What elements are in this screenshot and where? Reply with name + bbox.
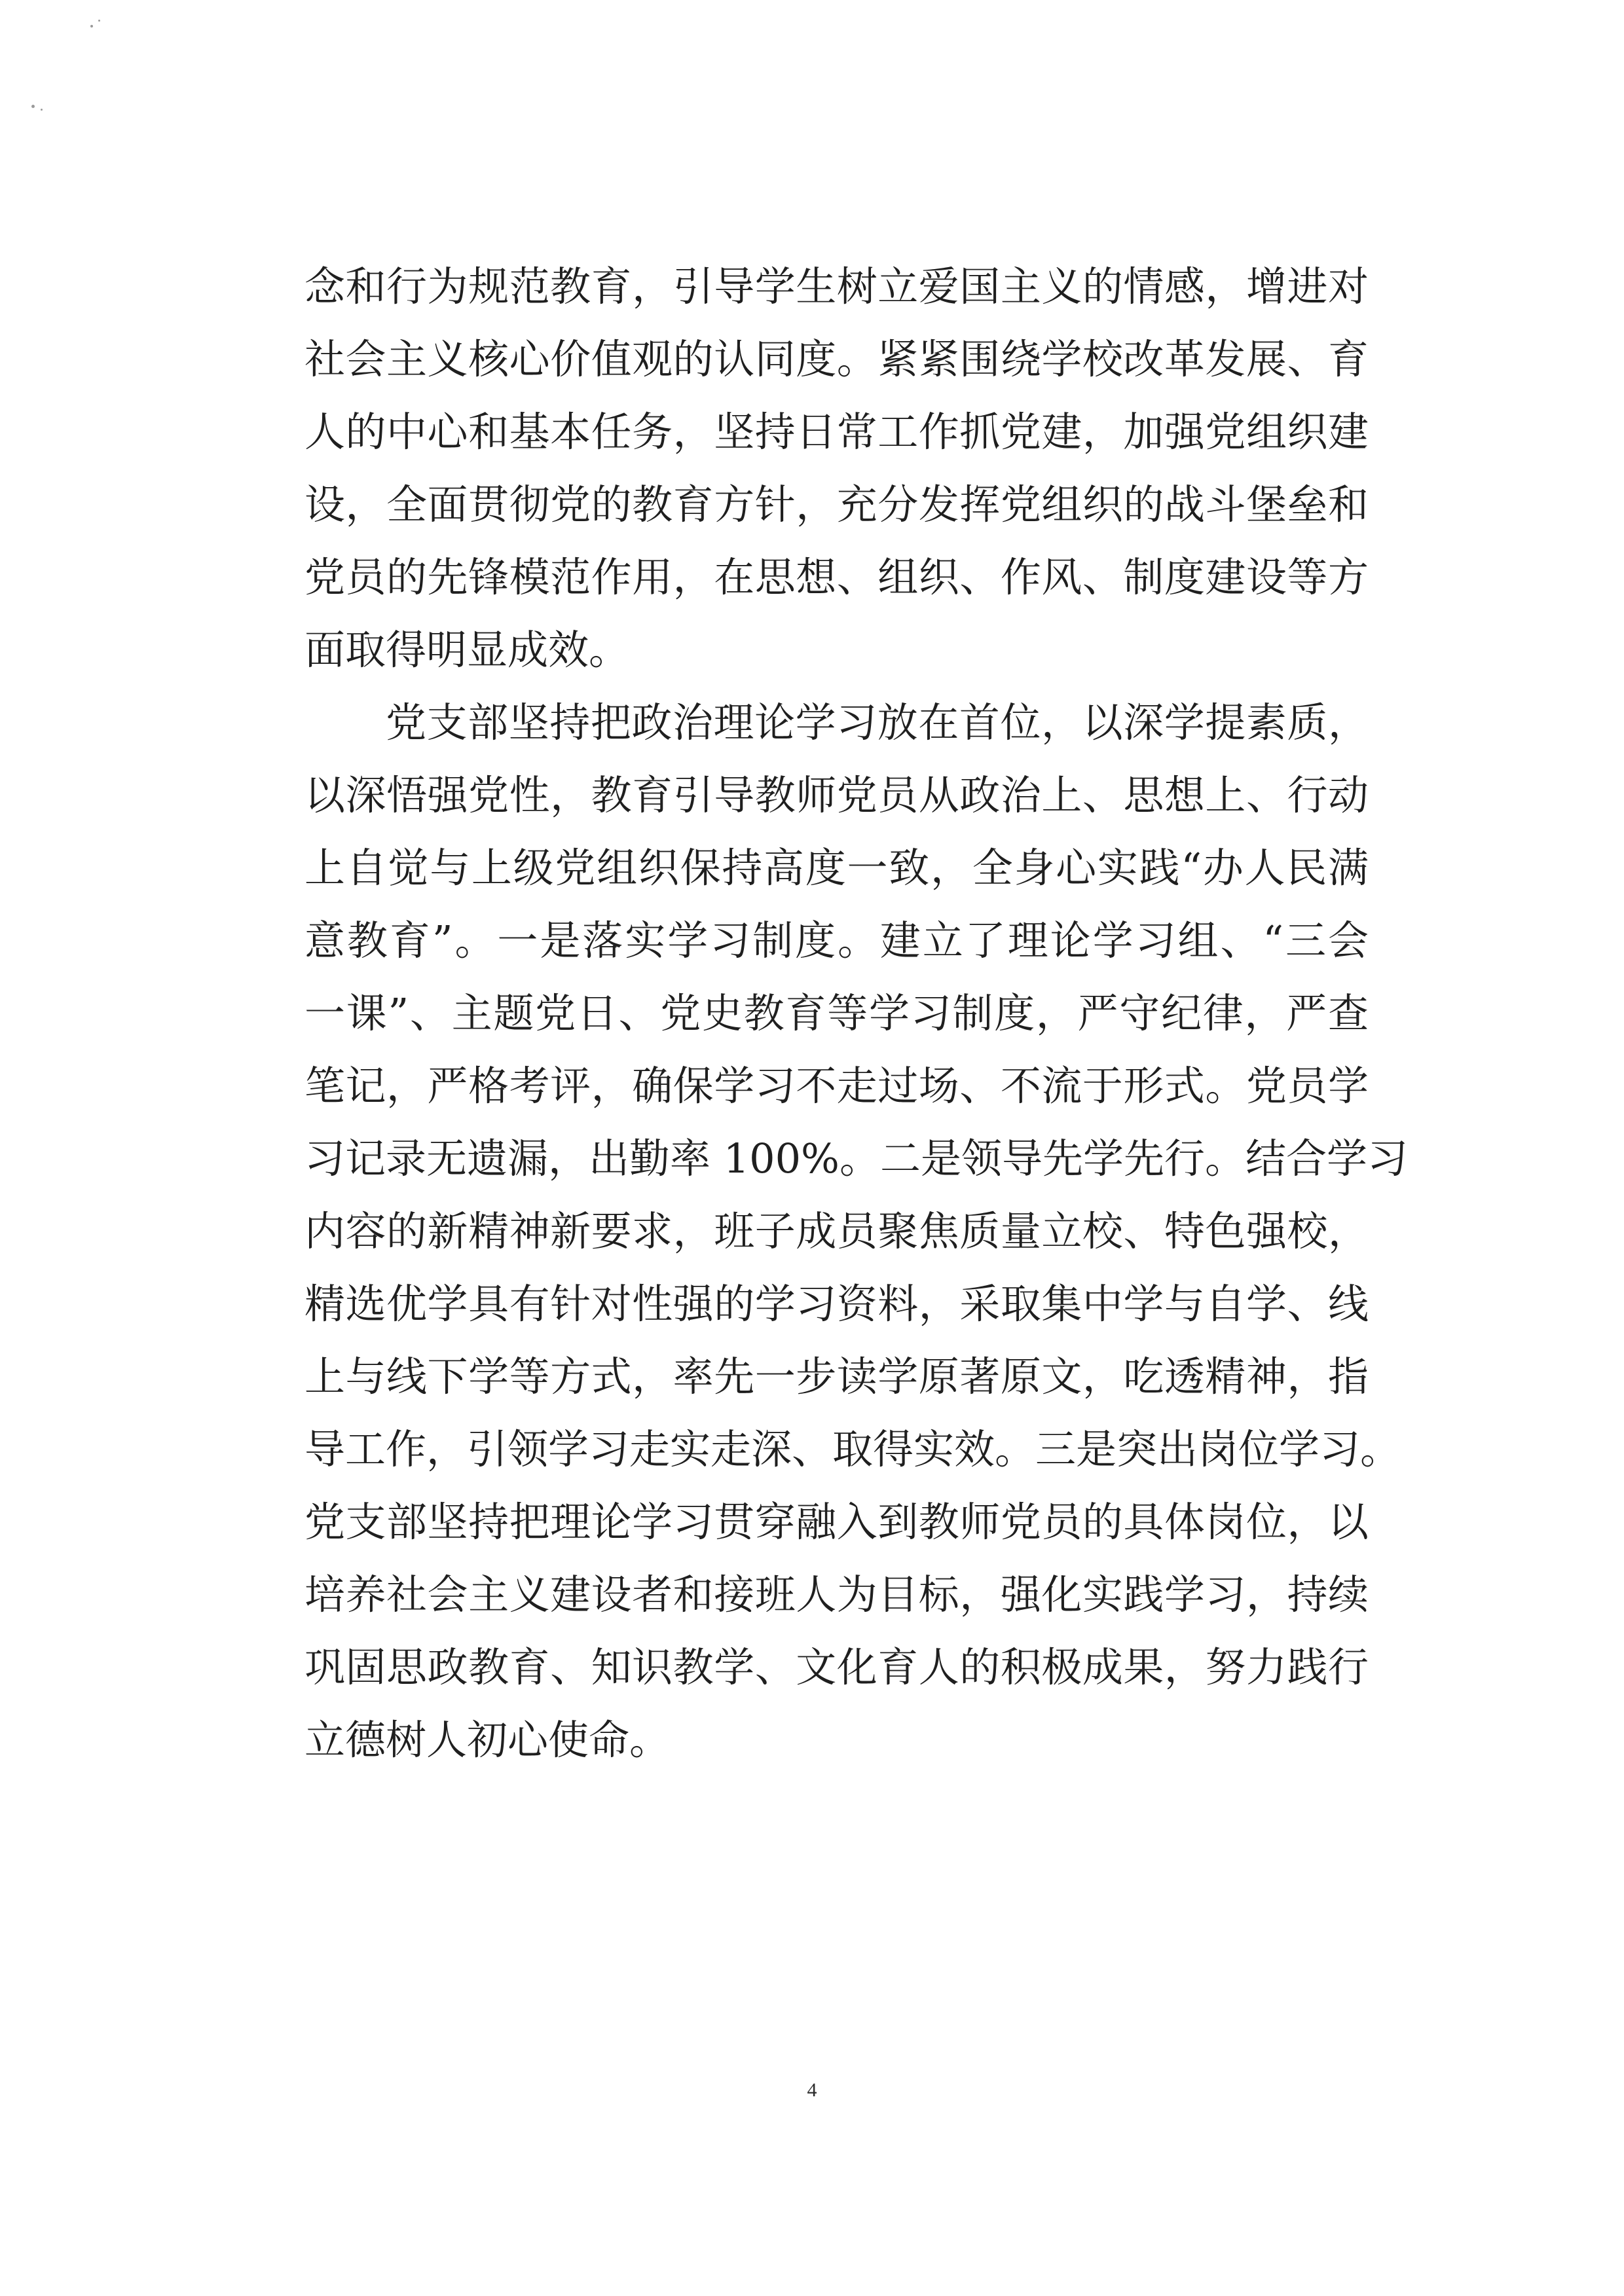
- document-body: [304, 250, 1408, 1776]
- text-line: 意教育”。一是落实学习制度。建立了理论学习组、“三会: [304, 917, 1369, 964]
- text-line: 以深悟强党性，教育引导教师党员从政治上、思想上、行动: [304, 771, 1369, 819]
- text-line: 巩固思政教育、知识教学、文化育人的积极成果，努力践行: [304, 1643, 1369, 1691]
- text-line: 设，全面贯彻党的教育方针，充分发挥党组织的战斗堡垒和: [304, 481, 1369, 528]
- text-line: 念和行为规范教育，引导学生树立爱国主义的情感，增进对: [304, 263, 1369, 310]
- paragraph-first-line: 党支部坚持把政治理论学习放在首位，以深学提素质，: [386, 699, 1369, 746]
- scan-speck: [90, 25, 93, 27]
- paragraph-end-line: 面取得明显成效。: [304, 626, 630, 674]
- text-line: 导工作，引领学习走实走深、取得实效。三是突出岗位学习。: [304, 1425, 1401, 1473]
- text-line: 党员的先锋模范作用，在思想、组织、作风、制度建设等方: [304, 553, 1369, 601]
- text-line: 上自觉与上级党组织保持高度一致，全身心实践“办人民满: [304, 844, 1369, 892]
- text-line: 精选优学具有针对性强的学习资料，采取集中学与自学、线: [304, 1280, 1369, 1328]
- scan-speck: [31, 105, 35, 108]
- page-number: 4: [807, 2079, 817, 2101]
- text-line: 人的中心和基本任务，坚持日常工作抓党建，加强党组织建: [304, 408, 1369, 456]
- scan-speck: [41, 109, 43, 111]
- text-line: 党支部坚持把理论学习贯穿融入到教师党员的具体岗位，以: [304, 1498, 1369, 1546]
- paragraph-end-line: 立德树人初心使命。: [304, 1716, 671, 1764]
- text-line: 一课”、主题党日、党史教育等学习制度，严守纪律，严查: [304, 989, 1369, 1037]
- text-line: 社会主义核心价值观的认同度。紧紧围绕学校改革发展、育: [304, 335, 1369, 383]
- text-line: 培养社会主义建设者和接班人为目标，强化实践学习，持续: [304, 1571, 1369, 1618]
- text-line: 笔记，严格考评，确保学习不走过场、不流于形式。党员学: [304, 1062, 1369, 1110]
- scan-speck: [98, 20, 100, 22]
- text-line: 内容的新精神新要求，班子成员聚焦质量立校、特色强校，: [304, 1207, 1369, 1255]
- text-line: 习记录无遗漏，出勤率 100%。二是领导先学先行。结合学习: [304, 1135, 1408, 1182]
- text-line: 上与线下学等方式，率先一步读学原著原文，吃透精神，指: [304, 1353, 1369, 1400]
